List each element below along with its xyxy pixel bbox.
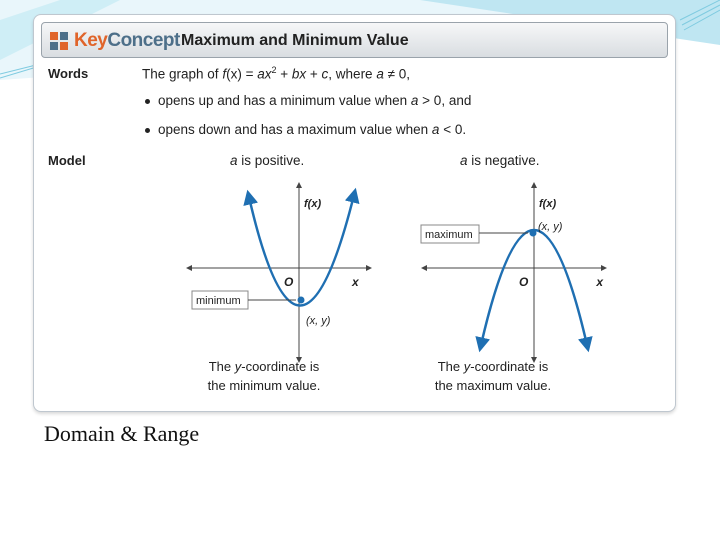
- left-caption-y: y: [234, 359, 242, 374]
- right-vertex-label: (x, y): [538, 221, 563, 233]
- key-concept-logo-icon: [50, 32, 68, 50]
- left-parabola-curve: [249, 195, 354, 306]
- left-caption-prefix: The: [208, 359, 235, 374]
- definition-x: x: [264, 66, 272, 82]
- bullet2-a: a: [431, 122, 440, 137]
- definition-equals: =: [241, 66, 258, 82]
- definition-plus-1: +: [276, 66, 292, 82]
- left-x-label: x: [352, 275, 359, 289]
- left-caption-suffix: -coordinate is: [241, 359, 320, 374]
- words-label: Words: [48, 66, 89, 81]
- left-fx-label: f(x): [304, 198, 322, 210]
- left-vertex-label: (x, y): [306, 315, 331, 327]
- definition-a2: a: [376, 66, 384, 82]
- domain-range-heading: Domain & Range: [44, 421, 200, 446]
- right-origin-label: O: [519, 275, 529, 289]
- bullet2-suffix: < 0.: [439, 122, 467, 137]
- right-caption-suffix: -coordinate is: [470, 359, 549, 374]
- definition-f: f: [222, 66, 227, 82]
- bullet-dot-2: [145, 128, 150, 133]
- right-caption-line2: the maximum value.: [434, 378, 552, 393]
- downward-parabola-graph: [419, 175, 609, 365]
- right-x-label: x: [596, 275, 603, 289]
- definition-plus-2: +: [306, 66, 322, 82]
- bullet-dot-1: [145, 99, 150, 104]
- bullet1-suffix: > 0, and: [418, 93, 472, 108]
- definition-not-equal: ≠ 0,: [383, 66, 411, 82]
- bullet-opens-up: [158, 93, 471, 108]
- right-heading: [460, 153, 540, 168]
- left-heading-a: a: [230, 153, 238, 168]
- definition-where: , where: [328, 66, 377, 82]
- brand-key: Key: [74, 30, 108, 51]
- model-label: Model: [48, 153, 86, 168]
- brand-concept: Concept: [107, 30, 180, 51]
- bullet-opens-down: [158, 122, 466, 137]
- definition-line: [142, 65, 410, 82]
- definition-a: a: [257, 66, 265, 82]
- upward-parabola-graph: [184, 175, 374, 365]
- left-caption-line1: [194, 357, 334, 376]
- bullet2-prefix: opens down and has a maximum value when: [158, 122, 432, 137]
- key-concept-card: [33, 14, 676, 412]
- definition-c: c: [321, 66, 329, 82]
- bullet1-a: a: [410, 93, 419, 108]
- card-header: [41, 22, 668, 58]
- bullet1-prefix: opens up and has a minimum value when: [158, 93, 411, 108]
- right-callout-text: maximum: [425, 229, 473, 241]
- definition-exponent: 2: [271, 65, 277, 75]
- right-fx-label: f(x): [539, 198, 557, 210]
- right-caption-prefix: The: [437, 359, 464, 374]
- definition-f-arg: (x): [226, 66, 242, 82]
- right-vertex-point: [530, 230, 537, 237]
- left-vertex-point: [298, 297, 305, 304]
- left-origin-label: O: [284, 275, 294, 289]
- definition-prefix: The graph of: [142, 66, 223, 82]
- right-caption: [423, 357, 563, 395]
- right-caption-line1: [423, 357, 563, 376]
- card-title: Maximum and Minimum Value: [181, 32, 409, 49]
- right-caption-y: y: [463, 359, 471, 374]
- right-heading-rest: is negative.: [467, 153, 540, 168]
- right-heading-a: a: [460, 153, 468, 168]
- left-caption-line2: the minimum value.: [207, 378, 321, 393]
- left-caption: [194, 357, 334, 395]
- left-callout-text: minimum: [196, 295, 241, 307]
- definition-bx: bx: [291, 66, 307, 82]
- left-heading-rest: is positive.: [237, 153, 305, 168]
- left-heading: [230, 153, 304, 168]
- brand-wordmark: [74, 30, 180, 52]
